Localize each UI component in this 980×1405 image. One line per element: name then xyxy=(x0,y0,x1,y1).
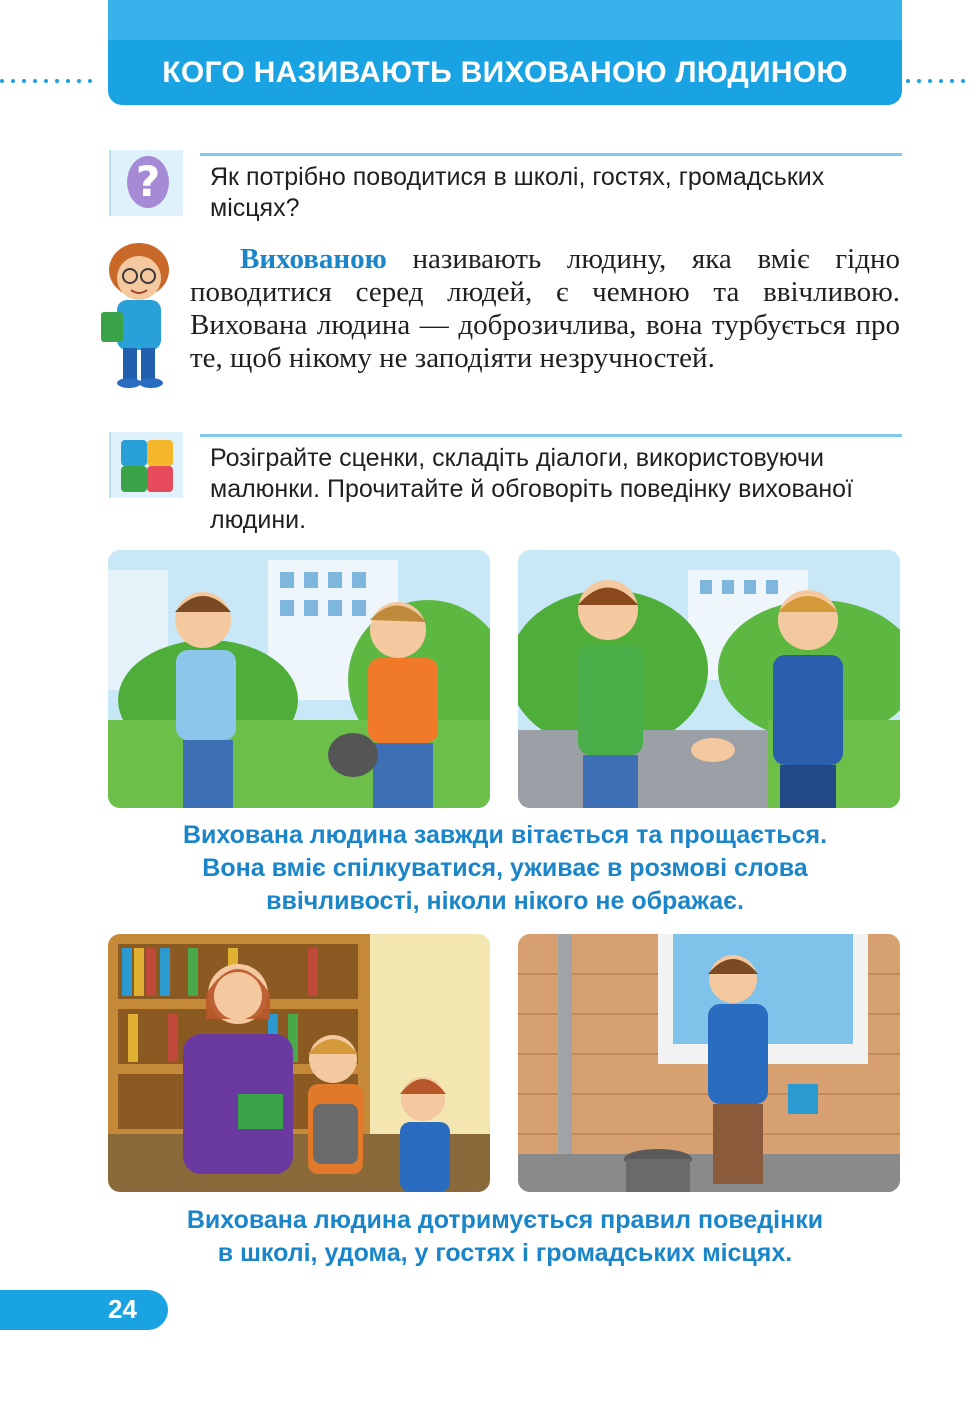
page-title: КОГО НАЗИВАЮТЬ ВИХОВАНОЮ ЛЮДИНОЮ xyxy=(162,56,848,89)
caption-rules-line-1: Вихована людина дотримується правил поведінки xyxy=(186,1206,824,1234)
definition-paragraph xyxy=(190,243,900,375)
definition-text: називають людину, яка вміє гідно поводитися серед людей, є чемною та ввічливою. Вихована людина — доброзичлива, вона турбується про те, щоб нікому не заподіяти незручностей. xyxy=(190,243,900,374)
caption-rules-line-2: в школі, удома, у гостях і громадських місцях. xyxy=(217,1239,793,1267)
illustration-boy-trash-bin xyxy=(518,934,900,1192)
caption-greeting-line-3: ввічливості, ніколи нікого не ображає. xyxy=(266,887,744,915)
caption-rules xyxy=(108,1204,902,1270)
caption-greeting xyxy=(108,819,902,918)
question-icon: ? xyxy=(109,150,183,216)
boy-character-illustration xyxy=(95,240,183,390)
illustration-library-teacher xyxy=(108,934,490,1192)
question-text: Як потрібно поводитися в школі, гостях, громадських місцях? xyxy=(210,163,825,222)
header-band-highlight xyxy=(108,0,902,40)
illustration-boys-handshake xyxy=(518,550,900,808)
header-dots-left xyxy=(0,70,99,76)
page-number: 24 xyxy=(108,1294,137,1324)
illustration-boys-waving xyxy=(108,550,490,808)
caption-greeting-line-2: Вона вміє спілкуватися, уживає в розмові слова xyxy=(202,854,808,882)
caption-greeting-line-1: Вихована людина завжди вітається та прощається. xyxy=(182,821,828,849)
puzzle-icon xyxy=(109,432,183,498)
header-dots-right xyxy=(906,70,972,76)
page-number-tab xyxy=(0,1290,168,1330)
task-text: Розіграйте сценки, складіть діалоги, використовуючи малюнки. Прочитайте й обговоріть поведінку вихованої людини. xyxy=(210,444,854,534)
task-rule xyxy=(200,434,902,437)
question-rule xyxy=(200,153,902,156)
definition-term: Вихованою xyxy=(240,243,387,275)
